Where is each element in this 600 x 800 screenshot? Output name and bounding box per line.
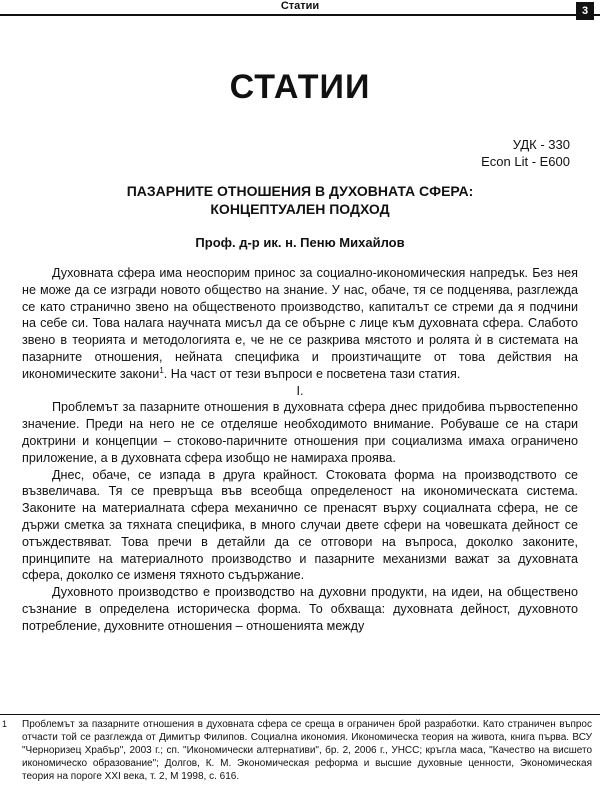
running-head (0, 0, 600, 16)
paragraph-1-text: Духовната сфера има неоспорим принос за социално-икономическия напредък. Без нея не може да се изгради новото общество на знание. У нас, обаче, тя се подценява, разглежда се като странично звено на общественото производство, капиталът се стреми да я подчини на себе си. Това налага научната мисъл да се обърне с лице към духовната сфера. Слабото звено в теорията и методологията е, че не се разкрива мястото и ролята ѝ в системата на пазарните отношения, нейната специфика и произтичащите от това действия на икономическите закони (22, 266, 578, 381)
udk-code: УДК - 330 (512, 137, 570, 152)
footnote-divider (0, 714, 600, 715)
page-title: СТАТИИ (229, 68, 371, 106)
article-title-line-1: ПАЗАРНИТЕ ОТНОШЕНИЯ В ДУХОВНАТА СФЕРА: (126, 183, 474, 199)
footnote-mark: 1 (2, 719, 8, 729)
paragraph-2: Проблемът за пазарните отношения в духовната сфера днес придобива първостепенно значение. Преди на него не се отделяше необходимото внимание. Робуваше се на стари доктрини и концепции – стоково-паричните отношения при социализма имаха ограничено приложение, а в духовната сфера изобщо не намираха проява. (22, 400, 578, 465)
article-body (22, 265, 578, 635)
paragraph-1-end: . На част от тези въпроси е посветена тази статия. (163, 366, 461, 381)
footnote-text: Проблемът за пазарните отношения в духовната сфера се среща в ограничен брой разработки. Като страничен въпрос отчасти той се разглежда от Димитър Филипов. Социална икономия. Икономическа теория на живота, книга първа. ВСУ "Черноризец Храбър", 2003 г.; сп. "Икономически алтернативи", бр. 2, 2006 г., УНСС; кръгла маса, "Качество на висшето икономическо образование"; Долгов, К. М. Экономическая реформа и высшие духовные ценности, Экономическая теория на пороге XXI века, т. 2, М 1998, с. 616. (22, 719, 592, 782)
article-title (40, 182, 560, 218)
article-author: Проф. д-р ик. н. Пеню Михайлов (195, 235, 405, 250)
classification-codes (481, 136, 570, 170)
paragraph-4: Духовното производство е производство на духовни продукти, на идеи, на обществено съзнание в определена историческа форма. То обхваща: духовната дейност, духовното потребление, духовните отношения – отношенията между (22, 585, 578, 633)
footnote-reference[interactable]: 1 (159, 365, 164, 375)
paragraph-3: Днес, обаче, се изпада в друга крайност. Стоковата форма на производството се възвеличава. Тя се превръща във всеобща определеност на икономическата система. Законите на материалната сфера механично се пренасят върху социалната сфера, не се държи сметка за тяхната специфика, в много случаи двете сфери на човешката дейност се отъждествяват. Това пречи в детайли да се отговори на въпроса, доколко законите, принципите на материалното производство и пазарните механизми важат за духовната сфера, доколко се изменя тяхното съдържание. (22, 467, 578, 583)
footnote (0, 718, 592, 783)
article-title-line-2: КОНЦЕПТУАЛЕН ПОДХОД (210, 201, 390, 217)
econlit-code: Econ Lit - E600 (481, 154, 570, 169)
page-number-badge: 3 (576, 2, 594, 20)
paragraph-1 (22, 265, 578, 383)
section-numeral: I. (296, 383, 304, 398)
running-head-section: Статии (280, 0, 320, 12)
